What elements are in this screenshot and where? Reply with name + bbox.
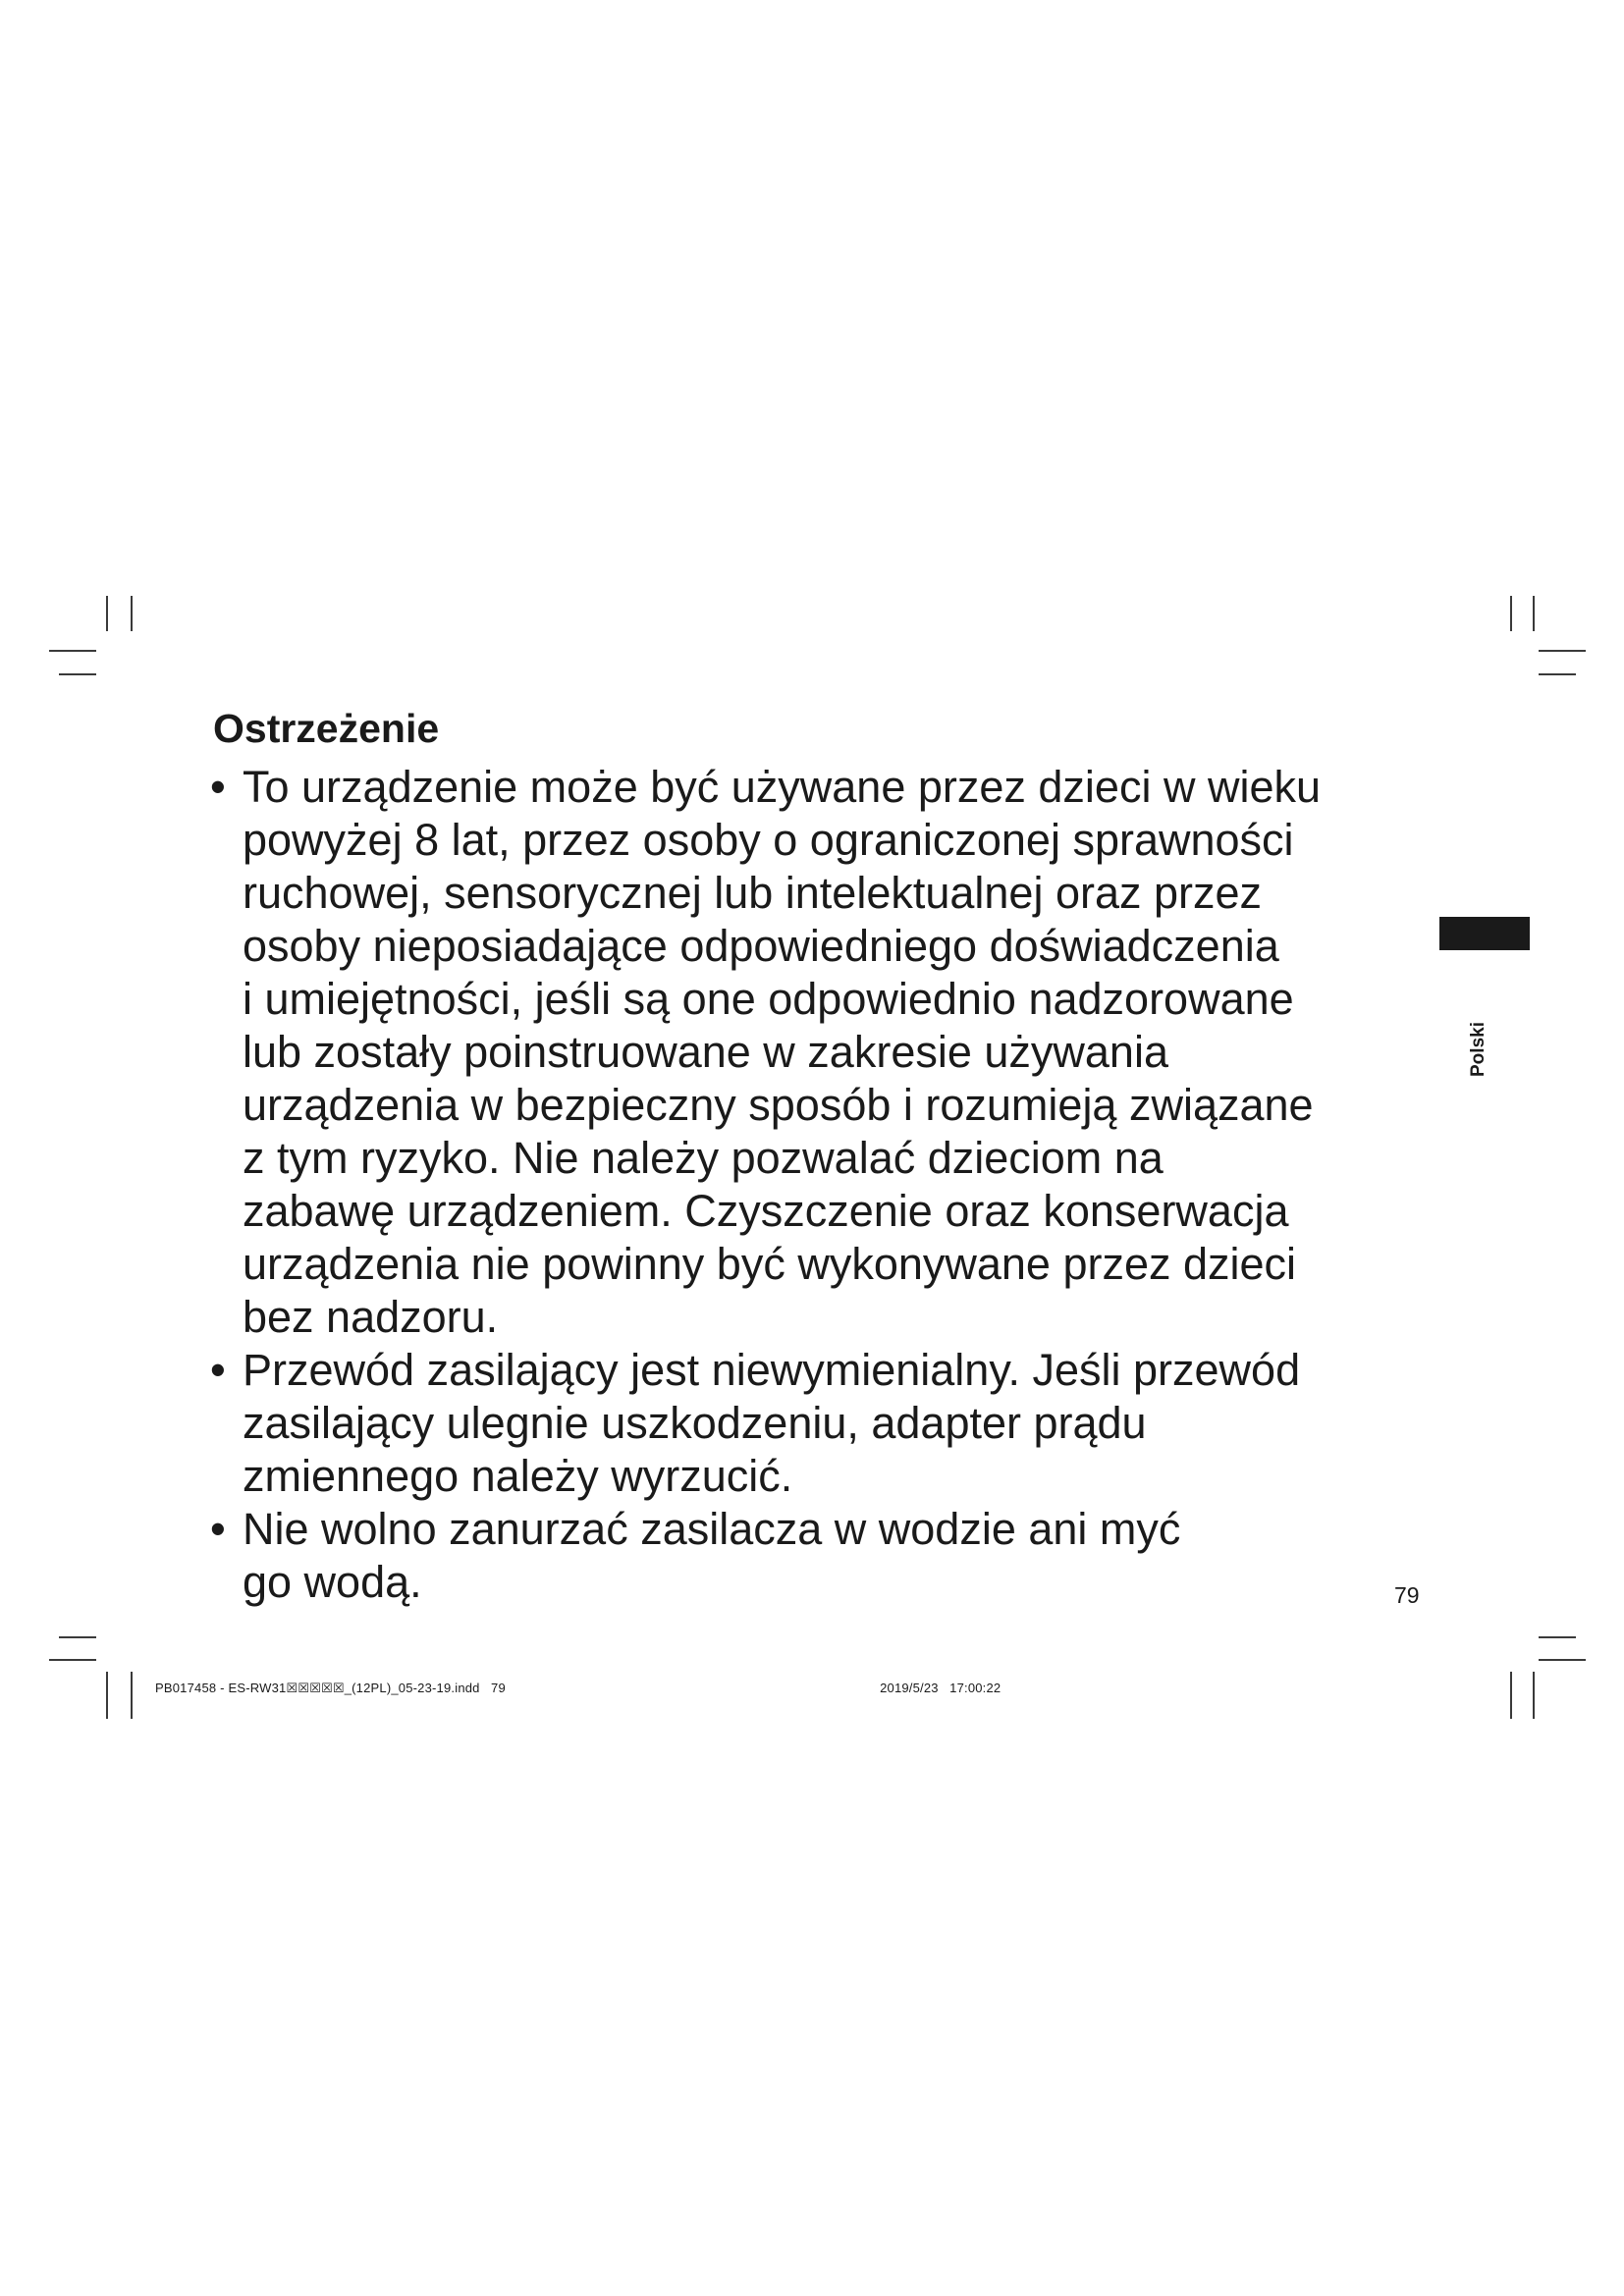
bullet-marker: • — [210, 1504, 226, 1554]
crop-mark-bottom-right-v2 — [1533, 1672, 1535, 1719]
warning-item-line: urządzenia nie powinny być wykonywane przez dzieci — [243, 1239, 1297, 1289]
crop-mark-bottom-right-v1 — [1510, 1672, 1512, 1719]
page-number: 79 — [1394, 1582, 1420, 1608]
crop-mark-bottom-right-h1 — [1539, 1636, 1576, 1638]
bullet-marker: • — [210, 762, 226, 812]
crop-mark-bottom-right-h2 — [1539, 1659, 1586, 1661]
warning-item-power-cord — [210, 1344, 1437, 1503]
warning-item-line: z tym ryzyko. Nie należy pozwalać dzieciom na — [243, 1133, 1164, 1183]
warning-item-line: urządzenia w bezpieczny sposób i rozumieją związane — [243, 1080, 1314, 1130]
warning-item-line: osoby nieposiadające odpowiedniego doświadczenia — [243, 921, 1279, 971]
crop-mark-bottom-left-h1 — [59, 1636, 96, 1638]
crop-mark-top-left-v1 — [106, 596, 108, 631]
crop-mark-top-left-h2 — [59, 673, 96, 675]
language-label: Polski — [1467, 1022, 1489, 1077]
crop-mark-top-right-h1 — [1539, 650, 1586, 652]
print-slug: PB017458 - ES-RW31☒☒☒☒☒_(12PL)_05-23-19.indd 79 2019/5/23 17:00:22 — [155, 1681, 1001, 1695]
warning-heading: Ostrzeżenie — [213, 706, 440, 751]
crop-mark-top-right-v1 — [1510, 596, 1512, 631]
crop-mark-top-right-h2 — [1539, 673, 1576, 675]
warning-item-line: ruchowej, sensorycznej lub intelektualnej oraz przez — [243, 868, 1263, 918]
warning-list — [210, 761, 1437, 1609]
warning-item-line: i umiejętności, jeśli są one odpowiednio nadzorowane — [243, 974, 1294, 1024]
bullet-marker: • — [210, 1345, 226, 1395]
warning-item-line: go wodą. — [243, 1557, 422, 1607]
warning-item-line: zasilający ulegnie uszkodzeniu, adapter prądu — [243, 1398, 1147, 1448]
crop-mark-top-right-v2 — [1533, 596, 1535, 631]
crop-mark-top-left-h1 — [49, 650, 96, 652]
warning-item-children — [210, 761, 1437, 1344]
crop-mark-bottom-left-v1 — [106, 1672, 108, 1719]
warning-item-line: powyżej 8 lat, przez osoby o ograniczonej sprawności — [243, 815, 1294, 865]
crop-mark-bottom-left-v2 — [131, 1672, 133, 1719]
crop-mark-bottom-left-h2 — [49, 1659, 96, 1661]
warning-item-line: zabawę urządzeniem. Czyszczenie oraz konserwacja — [243, 1186, 1289, 1236]
warning-item-line: zmiennego należy wyrzucić. — [243, 1451, 793, 1501]
crop-mark-top-left-v2 — [131, 596, 133, 631]
warning-item-line: bez nadzoru. — [243, 1292, 499, 1342]
warning-item-line: Nie wolno zanurzać zasilacza w wodzie ani myć — [243, 1504, 1181, 1554]
language-tab-marker — [1439, 917, 1530, 950]
warning-item-water — [210, 1503, 1437, 1609]
warning-item-line: Przewód zasilający jest niewymienialny. Jeśli przewód — [243, 1345, 1301, 1395]
warning-item-line: To urządzenie może być używane przez dzieci w wieku — [243, 762, 1321, 812]
warning-item-line: lub zostały poinstruowane w zakresie używania — [243, 1027, 1168, 1077]
